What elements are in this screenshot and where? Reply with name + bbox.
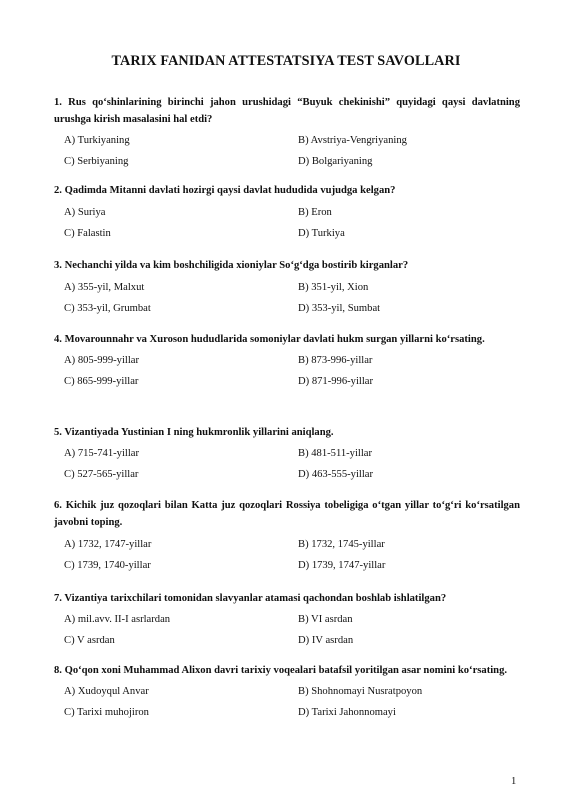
option-a: A) mil.avv. II-I asrlardan: [64, 614, 171, 625]
question-1: [54, 94, 520, 167]
option-a: A) 1732, 1747-yillar: [64, 539, 152, 550]
option-d: D) Tarixi Jahonnomayi: [298, 707, 396, 718]
page-title: TARIX FANIDAN ATTESTATSIYA TEST SAVOLLARI: [111, 53, 461, 69]
question-text: 6. Kichik juz qozoqlari bilan Katta juz qozoqlari Rossiya tobeligiga o‘tgan yillar to‘g‘ri ko‘rsatilgan javobni toping.: [54, 500, 520, 528]
option-b: B) Avstriya-Vengriyaning: [298, 135, 407, 146]
option-a: A) 355-yil, Malxut: [64, 282, 145, 293]
option-b: B) VI asrdan: [298, 614, 353, 625]
question-text: 7. Vizantiya tarixchilari tomonidan slavyanlar atamasi qachondan boshlab ishlatilgan?: [54, 593, 447, 604]
question-text: 8. Qo‘qon xoni Muhammad Alixon davri tarixiy voqealari batafsil yoritilgan asar nomini ko‘rsating.: [54, 665, 508, 676]
question-text: 2. Qadimda Mitanni davlati hozirgi qaysi davlat hududida vujudga kelgan?: [54, 185, 396, 196]
option-c: C) Tarixi muhojiron: [64, 707, 149, 718]
option-b: B) Eron: [298, 207, 332, 218]
option-c: C) 865-999-yillar: [64, 376, 139, 387]
option-a: A) Turkiyaning: [64, 135, 130, 146]
question-text: 4. Movarounnahr va Xuroson hududlarida somoniylar davlati hukm surgan yillarni ko‘rsating.: [54, 334, 485, 345]
option-d: D) 1739, 1747-yillar: [298, 560, 386, 571]
option-a: A) Xudoyqul Anvar: [64, 686, 149, 697]
option-c: C) Serbiyaning: [64, 156, 129, 167]
option-d: D) IV asrdan: [298, 635, 354, 646]
option-d: D) 463-555-yillar: [298, 469, 374, 480]
option-c: C) 527-565-yillar: [64, 469, 139, 480]
question-8: [54, 662, 520, 718]
option-c: C) 353-yil, Grumbat: [64, 303, 151, 314]
option-d: D) 353-yil, Sumbat: [298, 303, 381, 314]
question-text: 3. Nechanchi yilda va kim boshchiligida xioniylar So‘g‘dga bostirib kirganlar?: [54, 260, 409, 271]
option-b: B) 351-yil, Xion: [298, 282, 369, 293]
question-text: 1. Rus qo‘shinlarining birinchi jahon urushidagi “Buyuk chekinishi” quyidagi qaysi davlatning urushga kirish masalasini hal etdi?: [54, 97, 520, 125]
option-b: B) 873-996-yillar: [298, 355, 373, 366]
option-b: B) 1732, 1745-yillar: [298, 539, 385, 550]
option-c: C) V asrdan: [64, 635, 115, 646]
page-number: 1: [511, 776, 517, 787]
option-d: D) Bolgariyaning: [298, 156, 373, 167]
option-b: B) 481-511-yillar: [298, 448, 373, 459]
question-5: [54, 424, 520, 480]
question-7: [54, 590, 520, 646]
question-4: [54, 331, 520, 387]
question-2: [54, 182, 520, 239]
option-c: C) Falastin: [64, 228, 111, 239]
option-b: B) Shohnomayi Nusratpoyon: [298, 686, 423, 697]
option-c: C) 1739, 1740-yillar: [64, 560, 151, 571]
option-d: D) 871-996-yillar: [298, 376, 374, 387]
option-a: A) Suriya: [64, 207, 106, 218]
option-a: A) 805-999-yillar: [64, 355, 140, 366]
option-d: D) Turkiya: [298, 228, 345, 239]
question-3: [54, 257, 520, 314]
question-6: [54, 497, 520, 571]
option-a: A) 715-741-yillar: [64, 448, 140, 459]
question-text: 5. Vizantiyada Yustinian I ning hukmronlik yillarini aniqlang.: [54, 427, 334, 438]
